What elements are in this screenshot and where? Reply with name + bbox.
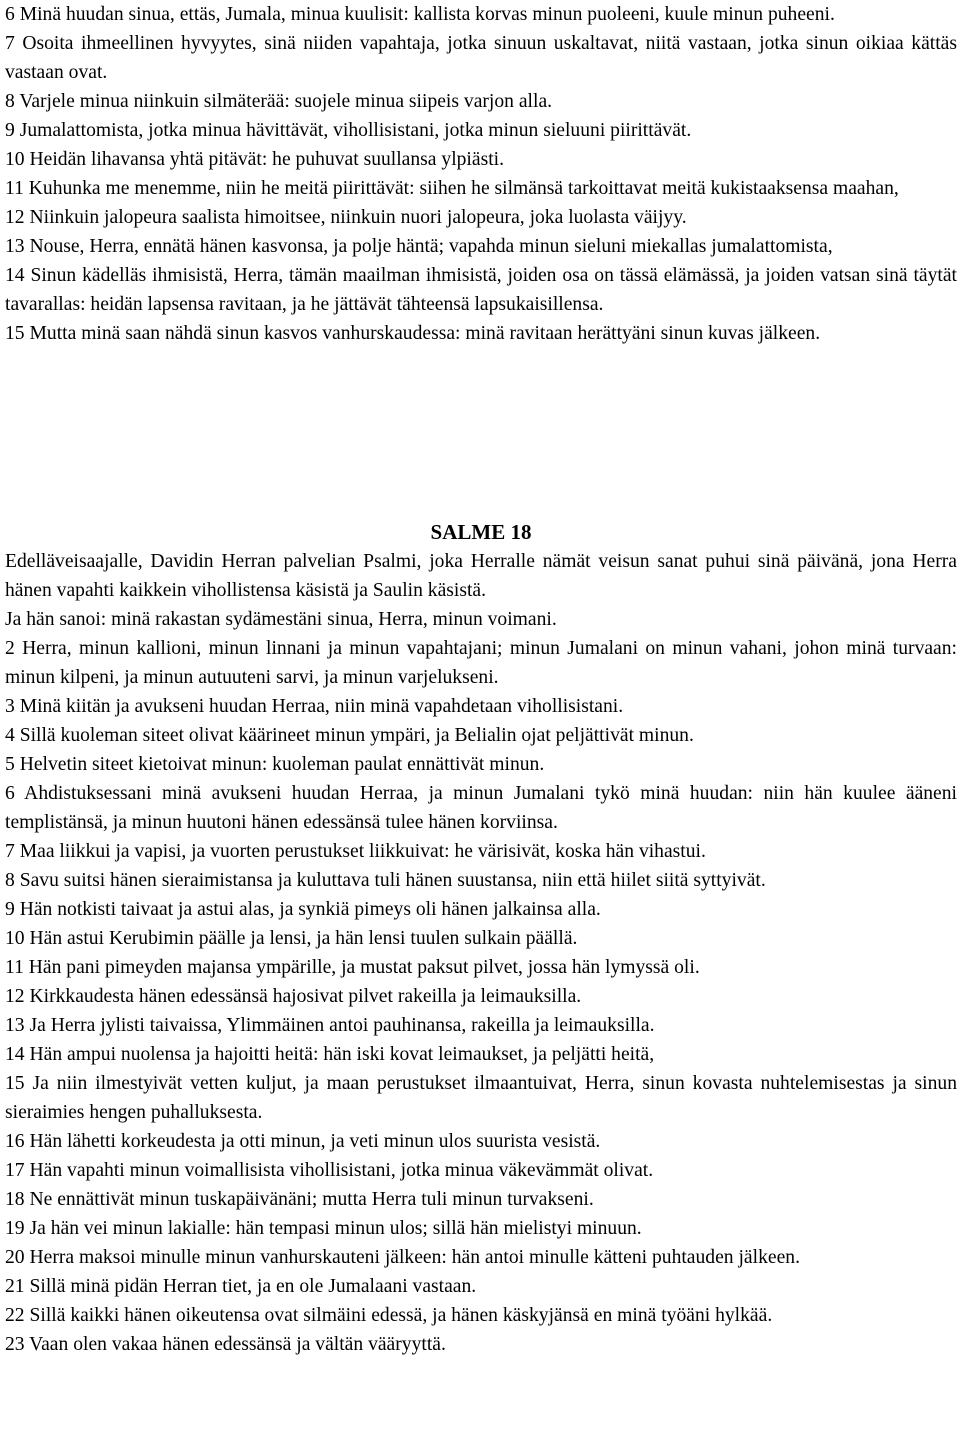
verse: 11 Kuhunka me menemme, niin he meitä piirittävät: siihen he silmänsä tarkoittavat meitä kukistaaksensa maahan, <box>5 178 899 199</box>
verse: 19 Ja hän vei minun lakialle: hän tempasi minun ulos; sillä hän mielistyi minuun. <box>5 1218 642 1239</box>
verse: 8 Savu suitsi hänen sieraimistansa ja kuluttava tuli hänen suustansa, niin että hiilet siitä syttyivät. <box>5 870 766 891</box>
verse: 4 Sillä kuoleman siteet olivat käärineet minun ympäri, ja Belialin ojat peljättivät minun. <box>5 725 694 746</box>
verse: 15 Mutta minä saan nähdä sinun kasvos vanhurskaudessa: minä ravitaan herättyäni sinun kuvas jälkeen. <box>5 323 821 344</box>
verse: 14 Hän ampui nuolensa ja hajoitti heitä: hän iski kovat leimaukset, ja peljätti heitä, <box>5 1044 655 1065</box>
verse: 6 Ahdistuksessani minä avukseni huudan Herraa, ja minun Jumalani tykö minä huudan: niin hän kuulee ääneni templistänsä, ja minun huutoni hänen edessänsä tulee hänen korviinsa. <box>5 783 957 833</box>
psalm-18-verses <box>5 547 957 1359</box>
verse: Ja hän sanoi: minä rakastan sydämestäni sinua, Herra, minun voimani. <box>5 609 557 630</box>
verse: 20 Herra maksoi minulle minun vanhurskauteni jälkeen: hän antoi minulle kätteni puhtauden jälkeen. <box>5 1247 800 1268</box>
verse: 6 Minä huudan sinua, ettäs, Jumala, minua kuulisit: kallista korvas minun puoleeni, kuule minun puheeni. <box>5 4 835 25</box>
psalm-superscription: Edelläveisaajalle, Davidin Herran palvelian Psalmi, joka Herralle nämät veisun sanat puhui sinä päivänä, jona Herra hänen vapahti kaikkein vihollistensa käsistä ja Saulin käsistä. <box>5 551 957 601</box>
verse: 5 Helvetin siteet kietoivat minun: kuoleman paulat ennättivät minun. <box>5 754 545 775</box>
psalm-17-verses <box>5 0 957 348</box>
verse: 13 Ja Herra jylisti taivaissa, Ylimmäinen antoi pauhinansa, rakeilla ja leimauksilla. <box>5 1015 655 1036</box>
verse: 2 Herra, minun kallioni, minun linnani ja minun vapahtajani; minun Jumalani on minun vahani, johon minä turvaan: minun kilpeni, ja minun autuuteni sarvi, ja minun varjelukseni. <box>5 638 957 688</box>
verse: 15 Ja niin ilmestyivät vetten kuljut, ja maan perustukset ilmaantuivat, Herra, sinun kovasta nuhtelemisestas ja sinun sieraimies hengen puhalluksesta. <box>5 1073 957 1123</box>
verse: 11 Hän pani pimeyden majansa ympärille, ja mustat paksut pilvet, jossa hän lymyssä oli. <box>5 957 700 978</box>
verse: 9 Jumalattomista, jotka minua hävittävät, vihollisistani, jotka minun sieluuni piirittävät. <box>5 120 692 141</box>
verse: 17 Hän vapahti minun voimallisista vihollisistani, jotka minua väkevämmät olivat. <box>5 1160 654 1181</box>
verse: 13 Nouse, Herra, ennätä hänen kasvonsa, ja polje häntä; vapahda minun sieluni miekallas jumalattomista, <box>5 236 833 257</box>
verse: 23 Vaan olen vakaa hänen edessänsä ja vältän vääryyttä. <box>5 1334 446 1355</box>
verse: 12 Kirkkaudesta hänen edessänsä hajosivat pilvet rakeilla ja leimauksilla. <box>5 986 582 1007</box>
verse: 3 Minä kiitän ja avukseni huudan Herraa, niin minä vapahdetaan vihollisistani. <box>5 696 624 717</box>
psalm-heading: SALME 18 <box>430 520 532 544</box>
verse: 9 Hän notkisti taivaat ja astui alas, ja synkiä pimeys oli hänen jalkainsa alla. <box>5 899 601 920</box>
verse: 21 Sillä minä pidän Herran tiet, ja en ole Jumalaani vastaan. <box>5 1276 477 1297</box>
verse: 7 Osoita ihmeellinen hyvyytes, sinä niiden vapahtaja, jotka sinuun uskaltavat, niitä vastaan, jotka sinun oikiaa kättäs vastaan ovat. <box>5 33 957 83</box>
verse: 12 Niinkuin jalopeura saalista himoitsee, niinkuin nuori jalopeura, joka luolasta väijyy. <box>5 207 687 228</box>
verse: 8 Varjele minua niinkuin silmäterää: suojele minua siipeis varjon alla. <box>5 91 553 112</box>
verse: 10 Heidän lihavansa yhtä pitävät: he puhuvat suullansa ylpiästi. <box>5 149 504 170</box>
verse: 7 Maa liikkui ja vapisi, ja vuorten perustukset liikkuivat: he värisivät, koska hän vihastui. <box>5 841 706 862</box>
verse: 16 Hän lähetti korkeudesta ja otti minun, ja veti minun ulos suurista vesistä. <box>5 1131 601 1152</box>
verse: 14 Sinun kädelläs ihmisistä, Herra, tämän maailman ihmisistä, joiden osa on tässä elämässä, ja joiden vatsan sinä täytät tavarallas: heidän lapsensa ravitaan, ja he jättävät tähteensä lapsukaisillensa. <box>5 265 957 315</box>
verse: 10 Hän astui Kerubimin päälle ja lensi, ja hän lensi tuulen sulkain päällä. <box>5 928 578 949</box>
verse: 22 Sillä kaikki hänen oikeutensa ovat silmäini edessä, ja hänen käskyjänsä en minä työäni hylkää. <box>5 1305 773 1326</box>
verse: 18 Ne ennättivät minun tuskapäivänäni; mutta Herra tuli minun turvakseni. <box>5 1189 594 1210</box>
